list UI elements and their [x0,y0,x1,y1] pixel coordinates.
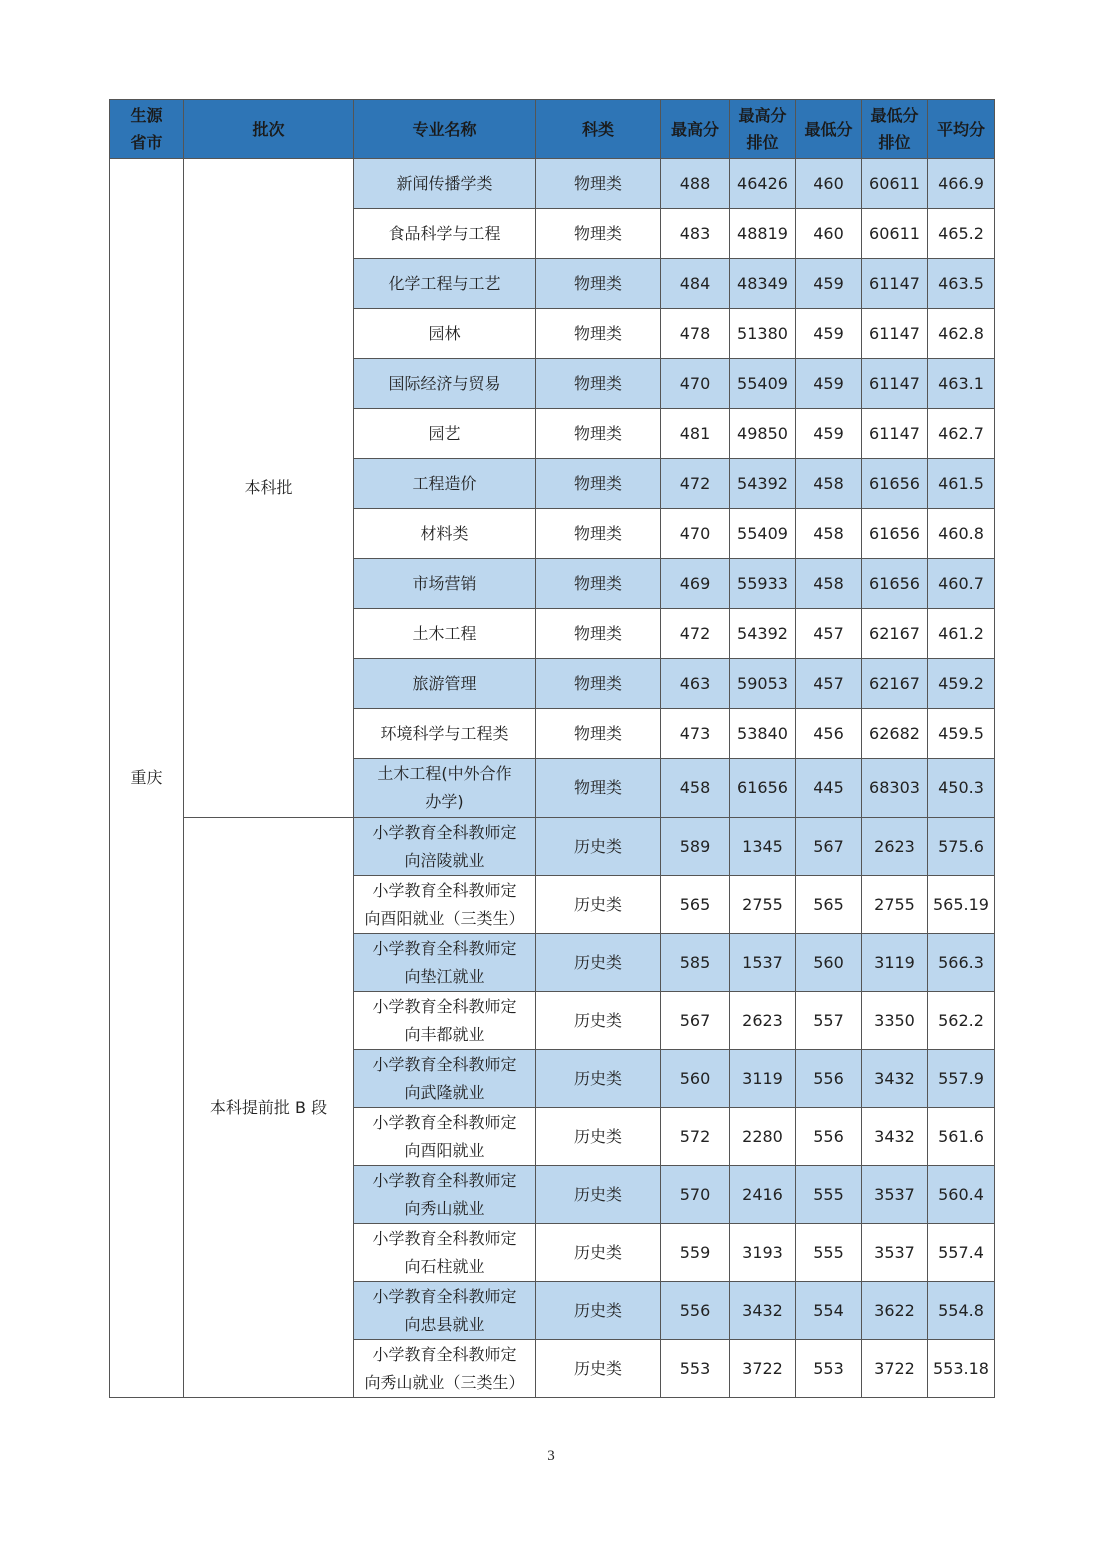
max-score-cell: 470 [661,509,730,559]
table-header-row [110,100,995,159]
min-score-cell: 567 [796,818,862,876]
min-rank-cell: 60611 [862,209,928,259]
max-rank-cell: 3193 [730,1224,796,1282]
min-rank-cell: 61147 [862,409,928,459]
min-rank-cell: 3432 [862,1108,928,1166]
min-score-cell: 555 [796,1166,862,1224]
max-rank-cell: 2623 [730,992,796,1050]
max-score-cell: 470 [661,359,730,409]
max-rank-cell: 55409 [730,359,796,409]
avg-score-cell: 462.8 [928,309,995,359]
max-rank-cell: 48349 [730,259,796,309]
max-rank-cell: 49850 [730,409,796,459]
major-cell: 小学教育全科教师定 向酉阳就业（三类生） [354,876,536,934]
avg-score-cell: 461.2 [928,609,995,659]
category-cell: 物理类 [536,709,661,759]
min-score-cell: 560 [796,934,862,992]
min-score-cell: 556 [796,1108,862,1166]
max-rank-cell: 46426 [730,159,796,209]
major-cell: 小学教育全科教师定 向垫江就业 [354,934,536,992]
min-score-cell: 458 [796,559,862,609]
category-cell: 物理类 [536,759,661,818]
max-score-cell: 478 [661,309,730,359]
major-cell: 土木工程(中外合作 办学) [354,759,536,818]
max-score-cell: 585 [661,934,730,992]
min-score-cell: 555 [796,1224,862,1282]
category-cell: 历史类 [536,1166,661,1224]
avg-score-cell: 560.4 [928,1166,995,1224]
major-cell: 小学教育全科教师定 向涪陵就业 [354,818,536,876]
max-score-cell: 458 [661,759,730,818]
batch-cell: 本科批 [184,159,354,818]
max-score-cell: 472 [661,609,730,659]
avg-score-cell: 575.6 [928,818,995,876]
page-number: 3 [547,1448,555,1464]
avg-score-cell: 450.3 [928,759,995,818]
header-max-score: 最高分 [661,100,730,159]
min-score-cell: 460 [796,159,862,209]
min-score-cell: 445 [796,759,862,818]
avg-score-cell: 459.5 [928,709,995,759]
avg-score-cell: 461.5 [928,459,995,509]
max-score-cell: 463 [661,659,730,709]
avg-score-cell: 460.7 [928,559,995,609]
max-rank-cell: 48819 [730,209,796,259]
min-score-cell: 459 [796,409,862,459]
max-rank-cell: 2416 [730,1166,796,1224]
max-rank-cell: 55933 [730,559,796,609]
max-score-cell: 483 [661,209,730,259]
major-cell: 小学教育全科教师定 向武隆就业 [354,1050,536,1108]
min-rank-cell: 62167 [862,609,928,659]
min-score-cell: 565 [796,876,862,934]
avg-score-cell: 557.4 [928,1224,995,1282]
avg-score-cell: 466.9 [928,159,995,209]
max-score-cell: 560 [661,1050,730,1108]
category-cell: 物理类 [536,509,661,559]
category-cell: 历史类 [536,1340,661,1398]
major-cell: 国际经济与贸易 [354,359,536,409]
max-rank-cell: 59053 [730,659,796,709]
major-cell: 市场营销 [354,559,536,609]
avg-score-cell: 566.3 [928,934,995,992]
max-rank-cell: 53840 [730,709,796,759]
admission-score-table [109,99,995,1398]
max-rank-cell: 61656 [730,759,796,818]
max-score-cell: 556 [661,1282,730,1340]
min-rank-cell: 2623 [862,818,928,876]
header-major: 专业名称 [354,100,536,159]
min-rank-cell: 61656 [862,459,928,509]
min-rank-cell: 61147 [862,309,928,359]
min-score-cell: 458 [796,509,862,559]
avg-score-cell: 562.2 [928,992,995,1050]
category-cell: 物理类 [536,209,661,259]
max-score-cell: 488 [661,159,730,209]
max-rank-cell: 1345 [730,818,796,876]
avg-score-cell: 561.6 [928,1108,995,1166]
major-cell: 旅游管理 [354,659,536,709]
max-rank-cell: 3722 [730,1340,796,1398]
min-rank-cell: 3350 [862,992,928,1050]
header-province: 生源 省市 [110,100,184,159]
min-score-cell: 459 [796,359,862,409]
category-cell: 物理类 [536,659,661,709]
max-rank-cell: 54392 [730,609,796,659]
header-max-rank: 最高分 排位 [730,100,796,159]
header-min-score: 最低分 [796,100,862,159]
min-rank-cell: 61656 [862,509,928,559]
avg-score-cell: 459.2 [928,659,995,709]
category-cell: 历史类 [536,1108,661,1166]
min-rank-cell: 2755 [862,876,928,934]
avg-score-cell: 553.18 [928,1340,995,1398]
category-cell: 物理类 [536,259,661,309]
min-rank-cell: 68303 [862,759,928,818]
major-cell: 园林 [354,309,536,359]
major-cell: 工程造价 [354,459,536,509]
min-rank-cell: 3537 [862,1224,928,1282]
max-rank-cell: 2280 [730,1108,796,1166]
major-cell: 小学教育全科教师定 向秀山就业（三类生） [354,1340,536,1398]
min-score-cell: 456 [796,709,862,759]
province-cell: 重庆 [110,159,184,1398]
category-cell: 物理类 [536,559,661,609]
max-rank-cell: 51380 [730,309,796,359]
min-rank-cell: 61656 [862,559,928,609]
min-score-cell: 553 [796,1340,862,1398]
max-score-cell: 559 [661,1224,730,1282]
avg-score-cell: 554.8 [928,1282,995,1340]
category-cell: 物理类 [536,309,661,359]
category-cell: 历史类 [536,1050,661,1108]
category-cell: 物理类 [536,409,661,459]
major-cell: 新闻传播学类 [354,159,536,209]
max-score-cell: 469 [661,559,730,609]
min-rank-cell: 3622 [862,1282,928,1340]
max-rank-cell: 55409 [730,509,796,559]
max-score-cell: 567 [661,992,730,1050]
avg-score-cell: 565.19 [928,876,995,934]
category-cell: 历史类 [536,876,661,934]
min-score-cell: 554 [796,1282,862,1340]
min-score-cell: 557 [796,992,862,1050]
max-rank-cell: 54392 [730,459,796,509]
max-score-cell: 572 [661,1108,730,1166]
max-score-cell: 589 [661,818,730,876]
max-score-cell: 570 [661,1166,730,1224]
major-cell: 环境科学与工程类 [354,709,536,759]
avg-score-cell: 463.5 [928,259,995,309]
max-score-cell: 565 [661,876,730,934]
min-rank-cell: 3722 [862,1340,928,1398]
min-rank-cell: 61147 [862,359,928,409]
category-cell: 历史类 [536,1282,661,1340]
batch-cell: 本科提前批 B 段 [184,818,354,1398]
avg-score-cell: 465.2 [928,209,995,259]
min-rank-cell: 62682 [862,709,928,759]
max-rank-cell: 2755 [730,876,796,934]
min-rank-cell: 62167 [862,659,928,709]
header-category: 科类 [536,100,661,159]
table-row [110,818,995,876]
major-cell: 材料类 [354,509,536,559]
max-score-cell: 553 [661,1340,730,1398]
min-score-cell: 460 [796,209,862,259]
max-score-cell: 481 [661,409,730,459]
min-rank-cell: 3537 [862,1166,928,1224]
min-score-cell: 459 [796,309,862,359]
major-cell: 小学教育全科教师定 向忠县就业 [354,1282,536,1340]
max-score-cell: 484 [661,259,730,309]
avg-score-cell: 463.1 [928,359,995,409]
min-score-cell: 459 [796,259,862,309]
category-cell: 历史类 [536,992,661,1050]
header-avg-score: 平均分 [928,100,995,159]
avg-score-cell: 462.7 [928,409,995,459]
major-cell: 小学教育全科教师定 向石柱就业 [354,1224,536,1282]
category-cell: 物理类 [536,609,661,659]
max-rank-cell: 3432 [730,1282,796,1340]
max-rank-cell: 3119 [730,1050,796,1108]
min-rank-cell: 3119 [862,934,928,992]
table-row [110,159,995,209]
min-rank-cell: 60611 [862,159,928,209]
header-min-rank: 最低分 排位 [862,100,928,159]
major-cell: 小学教育全科教师定 向秀山就业 [354,1166,536,1224]
category-cell: 物理类 [536,359,661,409]
min-score-cell: 457 [796,659,862,709]
major-cell: 化学工程与工艺 [354,259,536,309]
min-score-cell: 556 [796,1050,862,1108]
category-cell: 物理类 [536,459,661,509]
major-cell: 小学教育全科教师定 向丰都就业 [354,992,536,1050]
major-cell: 食品科学与工程 [354,209,536,259]
major-cell: 小学教育全科教师定 向酉阳就业 [354,1108,536,1166]
category-cell: 物理类 [536,159,661,209]
category-cell: 历史类 [536,1224,661,1282]
category-cell: 历史类 [536,934,661,992]
major-cell: 园艺 [354,409,536,459]
header-batch: 批次 [184,100,354,159]
max-rank-cell: 1537 [730,934,796,992]
avg-score-cell: 557.9 [928,1050,995,1108]
min-score-cell: 458 [796,459,862,509]
max-score-cell: 472 [661,459,730,509]
min-rank-cell: 3432 [862,1050,928,1108]
min-score-cell: 457 [796,609,862,659]
min-rank-cell: 61147 [862,259,928,309]
max-score-cell: 473 [661,709,730,759]
major-cell: 土木工程 [354,609,536,659]
category-cell: 历史类 [536,818,661,876]
avg-score-cell: 460.8 [928,509,995,559]
